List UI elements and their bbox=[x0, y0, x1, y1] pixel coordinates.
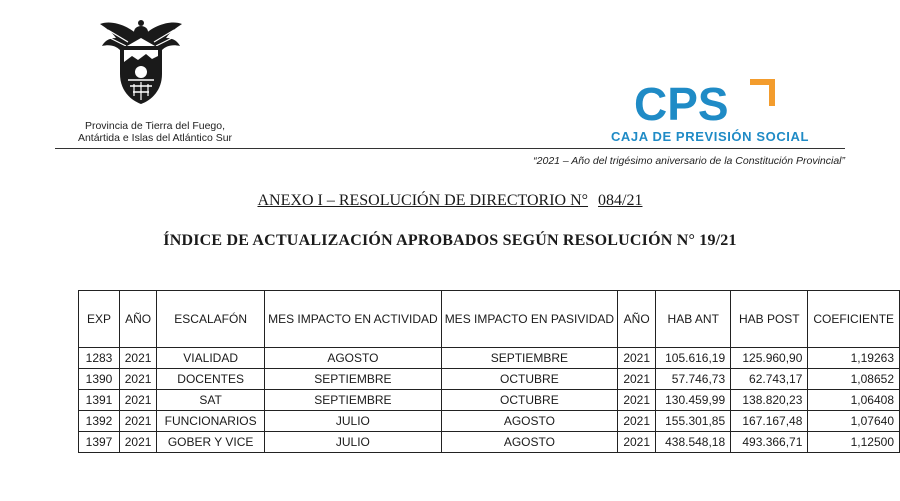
header-coeficiente: COEFICIENTE bbox=[808, 291, 900, 348]
header-anio: AÑO bbox=[119, 291, 156, 348]
table-row bbox=[79, 348, 900, 369]
header-hab-ant: HAB ANT bbox=[656, 291, 731, 348]
cell-hab-post: 62.743,17 bbox=[731, 369, 808, 390]
cps-logo bbox=[632, 76, 792, 126]
cell-mes-actividad: JULIO bbox=[265, 411, 442, 432]
cell-anio: 2021 bbox=[119, 432, 156, 453]
header-hab-post: HAB POST bbox=[731, 291, 808, 348]
table-row bbox=[79, 390, 900, 411]
cell-exp: 1392 bbox=[79, 411, 120, 432]
table-row bbox=[79, 432, 900, 453]
cps-subtitle: CAJA DE PREVISIÓN SOCIAL bbox=[610, 129, 810, 144]
cell-mes-pasividad: AGOSTO bbox=[441, 432, 617, 453]
table-row bbox=[79, 369, 900, 390]
update-index-table bbox=[78, 290, 900, 453]
cell-mes-actividad: AGOSTO bbox=[265, 348, 442, 369]
cell-exp: 1397 bbox=[79, 432, 120, 453]
cell-anio: 2021 bbox=[119, 411, 156, 432]
header-mes-actividad: MES IMPACTO EN ACTIVIDAD bbox=[265, 291, 442, 348]
cell-anio-2: 2021 bbox=[618, 348, 656, 369]
table-header-row bbox=[79, 291, 900, 348]
cell-mes-pasividad: OCTUBRE bbox=[441, 369, 617, 390]
cell-hab-ant: 155.301,85 bbox=[656, 411, 731, 432]
cps-logo-text: CPS bbox=[634, 78, 729, 126]
cell-hab-ant: 438.548,18 bbox=[656, 432, 731, 453]
cell-hab-post: 138.820,23 bbox=[731, 390, 808, 411]
cell-coeficiente: 1,06408 bbox=[808, 390, 900, 411]
header-divider bbox=[55, 148, 845, 149]
cell-coeficiente: 1,07640 bbox=[808, 411, 900, 432]
cell-mes-pasividad: SEPTIEMBRE bbox=[441, 348, 617, 369]
cell-exp: 1283 bbox=[79, 348, 120, 369]
cell-exp: 1390 bbox=[79, 369, 120, 390]
province-name-line1: Provincia de Tierra del Fuego, bbox=[84, 120, 226, 132]
cell-anio: 2021 bbox=[119, 369, 156, 390]
cell-mes-actividad: JULIO bbox=[265, 432, 442, 453]
cell-mes-pasividad: OCTUBRE bbox=[441, 390, 617, 411]
cell-escalafon: VIALIDAD bbox=[157, 348, 265, 369]
year-motto: “2021 – Año del trigésimo aniversario de la Constitución Provincial” bbox=[533, 155, 845, 167]
annex-number: 084/21 bbox=[598, 192, 643, 209]
cell-coeficiente: 1,08652 bbox=[808, 369, 900, 390]
cell-anio: 2021 bbox=[119, 390, 156, 411]
cell-anio-2: 2021 bbox=[618, 432, 656, 453]
annex-title bbox=[0, 192, 900, 210]
header-exp: EXP bbox=[79, 291, 120, 348]
cell-hab-ant: 130.459,99 bbox=[656, 390, 731, 411]
province-name bbox=[40, 120, 270, 144]
cell-coeficiente: 1,19263 bbox=[808, 348, 900, 369]
index-title: ÍNDICE DE ACTUALIZACIÓN APROBADOS SEGÚN RESOLUCIÓN N° 19/21 bbox=[163, 232, 737, 249]
cell-anio-2: 2021 bbox=[618, 369, 656, 390]
province-name-line2: Antártida e Islas del Atlántico Sur bbox=[77, 132, 233, 144]
cell-mes-actividad: SEPTIEMBRE bbox=[265, 390, 442, 411]
cell-anio-2: 2021 bbox=[618, 390, 656, 411]
cell-escalafon: DOCENTES bbox=[157, 369, 265, 390]
cell-hab-post: 125.960,90 bbox=[731, 348, 808, 369]
cell-anio-2: 2021 bbox=[618, 411, 656, 432]
cell-escalafon: SAT bbox=[157, 390, 265, 411]
cell-anio: 2021 bbox=[119, 348, 156, 369]
header-mes-pasividad: MES IMPACTO EN PASIVIDAD bbox=[441, 291, 617, 348]
cps-logo-accent bbox=[750, 82, 772, 106]
cell-hab-ant: 105.616,19 bbox=[656, 348, 731, 369]
table-row bbox=[79, 411, 900, 432]
cell-hab-post: 493.366,71 bbox=[731, 432, 808, 453]
cell-exp: 1391 bbox=[79, 390, 120, 411]
header-anio-2: AÑO bbox=[618, 291, 656, 348]
annex-title-text: ANEXO I – RESOLUCIÓN DE DIRECTORIO N° bbox=[257, 192, 589, 209]
cell-hab-post: 167.167,48 bbox=[731, 411, 808, 432]
cell-mes-actividad: SEPTIEMBRE bbox=[265, 369, 442, 390]
cell-coeficiente: 1,12500 bbox=[808, 432, 900, 453]
cell-escalafon: GOBER Y VICE bbox=[157, 432, 265, 453]
province-crest-icon bbox=[98, 16, 184, 108]
cell-hab-ant: 57.746,73 bbox=[656, 369, 731, 390]
header-escalafon: ESCALAFÓN bbox=[157, 291, 265, 348]
cell-mes-pasividad: AGOSTO bbox=[441, 411, 617, 432]
cell-escalafon: FUNCIONARIOS bbox=[157, 411, 265, 432]
